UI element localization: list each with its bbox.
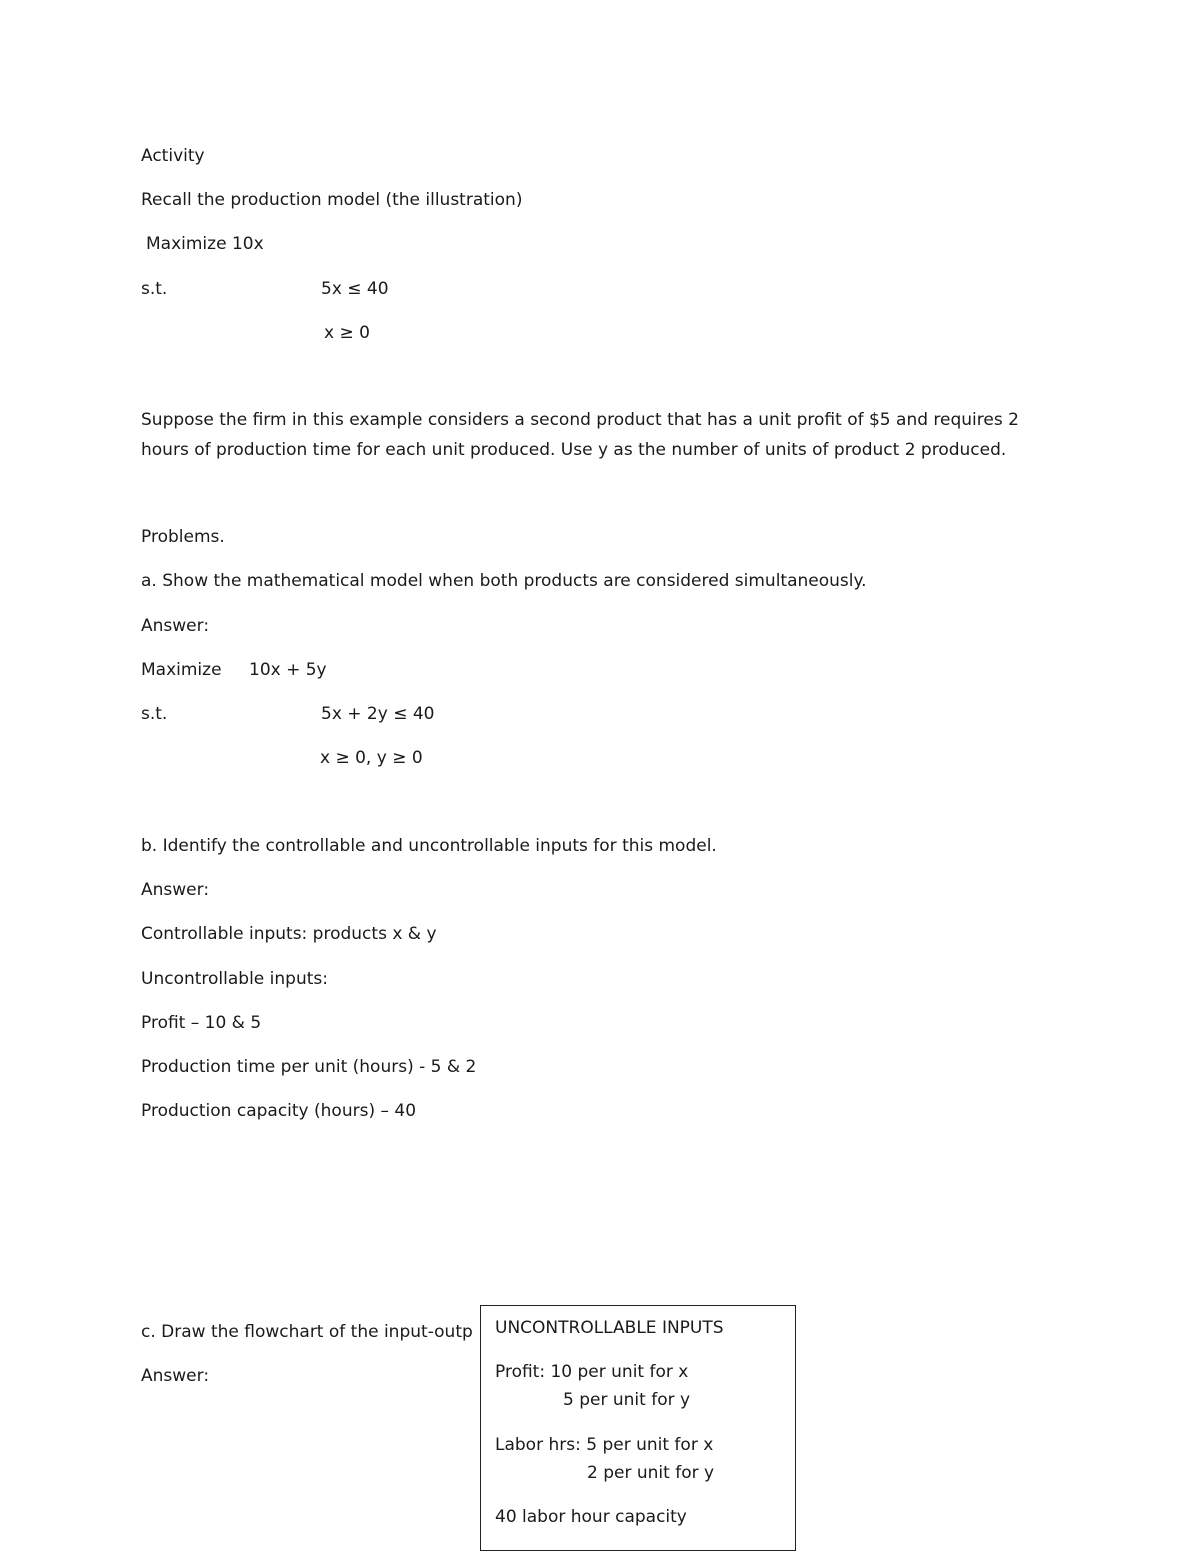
problem-a-question: a. Show the mathematical model when both products are considered simultaneously.	[141, 571, 867, 591]
production-time-input: Production time per unit (hours) - 5 & 2	[141, 1057, 477, 1077]
scenario-paragraph: Suppose the firm in this example considers a second product that has a unit profit of $5 and requires 2 hours of production time for each unit produced. Use y as the number of units of product 2 produced.	[141, 410, 1019, 460]
problem-b-answer-label: Answer:	[141, 880, 210, 900]
problems-heading: Problems.	[141, 527, 225, 547]
uncontrollable-inputs-label: Uncontrollable inputs:	[141, 969, 328, 989]
problem-a-maximize-label: Maximize	[141, 660, 222, 680]
profit-input: Profit – 10 & 5	[141, 1013, 262, 1033]
problem-a-st-label: s.t.	[141, 704, 168, 724]
constraint-original-2: x ≥ 0	[324, 323, 370, 343]
objective-original: Maximize 10x	[146, 234, 264, 254]
uncontrollable-inputs-box	[480, 1305, 796, 1551]
problem-a-constraint-1: 5x + 2y ≤ 40	[321, 704, 435, 724]
st-label-original: s.t.	[141, 279, 168, 299]
box-labor-line-1: Labor hrs: 5 per unit for x	[495, 1435, 714, 1455]
activity-title: Activity	[141, 146, 205, 166]
box-labor-line-2: 2 per unit for y	[587, 1463, 715, 1483]
problem-a-answer-label: Answer:	[141, 616, 210, 636]
constraint-original-1: 5x ≤ 40	[321, 279, 389, 299]
box-capacity: 40 labor hour capacity	[495, 1507, 687, 1527]
controllable-inputs: Controllable inputs: products x & y	[141, 924, 437, 944]
problem-a-constraint-2: x ≥ 0, y ≥ 0	[320, 748, 423, 768]
problem-c-answer-label: Answer:	[141, 1366, 210, 1386]
production-capacity-input: Production capacity (hours) – 40	[141, 1101, 417, 1121]
box-title: UNCONTROLLABLE INPUTS	[495, 1318, 724, 1338]
problem-a-objective: 10x + 5y	[249, 660, 327, 680]
problem-b-question: b. Identify the controllable and uncontrollable inputs for this model.	[141, 836, 717, 856]
recall-text: Recall the production model (the illustration)	[141, 190, 523, 210]
box-profit-line-2: 5 per unit for y	[563, 1390, 691, 1410]
box-profit-line-1: Profit: 10 per unit for x	[495, 1362, 689, 1382]
problem-c-question: c. Draw the flowchart of the input-outp	[141, 1322, 473, 1342]
